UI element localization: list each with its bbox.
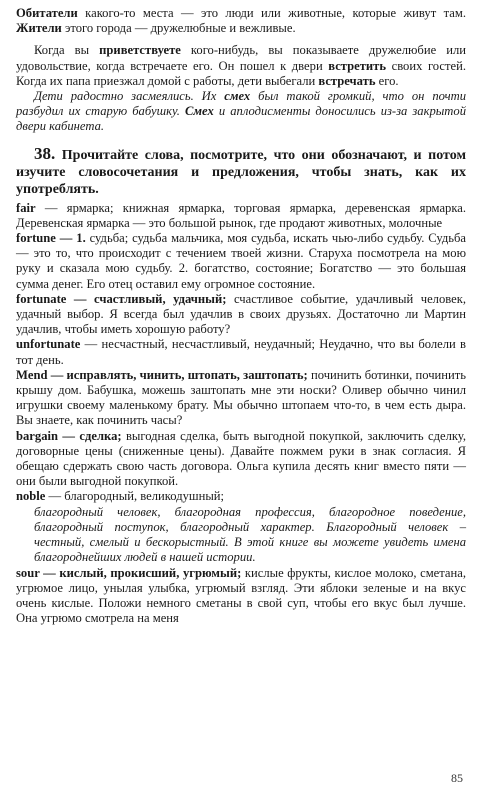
- entry-fortunate: [16, 292, 466, 338]
- entry-body: счастливое событие, удачливый человек, удачный выбор. Я всегда был удачлив в своих друзьях. Достаточно ли Мартин удачлив, чтобы иметь хорошую работу?: [16, 291, 466, 337]
- term-residents: Жители: [16, 21, 62, 36]
- entry-bargain: [16, 429, 466, 490]
- entry-fair: [16, 201, 466, 231]
- entry-noble-examples: благородный человек, благородная профессия, благородное поведение, благородный поступок, благородный характер. Благородный человек – честный, смелый и бескорыстный. В этой книге вы можете увидеть имена благороднейших людей в нашей истории.: [34, 504, 466, 565]
- entry-headword: unfortunate: [16, 337, 81, 352]
- term-meet: встретить: [328, 58, 387, 73]
- term-laughter: смех: [224, 89, 251, 104]
- paragraph-text: и аплодисменты доносились из-за закрытой двери кабинета.: [16, 104, 466, 134]
- entry-translation: — сделка;: [58, 428, 122, 443]
- paragraph-text: Когда вы: [34, 43, 100, 58]
- term-welcome: встречать: [318, 73, 376, 88]
- exercise-instruction: Прочитайте слова, посмотрите, что они обозначают, и потом изучите словосочетания и предложения, чтобы знать, как их употреблять.: [16, 147, 466, 197]
- entry-translation: — 1.: [55, 231, 86, 246]
- paragraph-text: какого-то места — это люди или животные, которые живут там.: [77, 6, 466, 20]
- paragraph-inhabitants: [16, 6, 466, 36]
- paragraph-laughter: [16, 89, 466, 135]
- entry-body: — несчастный, несчастливый, неудачный; Неудачно, что вы болели в тот день.: [16, 337, 466, 367]
- entry-headword: fortune: [16, 231, 56, 246]
- page-number: 85: [451, 771, 463, 785]
- entry-body: — ярмарка; книжная ярмарка, торговая ярмарка, деревенская ярмарка. Деревенская ярмарка — это большой рынок, где продают животных, молочные: [16, 200, 466, 230]
- paragraph-text: был такой громкий, что он почти разбудил их старую бабушку.: [16, 89, 467, 119]
- entry-translation: — кислый, прокисший, угрюмый;: [39, 565, 242, 580]
- exercise-heading: [16, 145, 466, 198]
- entry-headword: sour: [16, 565, 40, 580]
- exercise-number: 38.: [34, 143, 56, 163]
- entry-headword: Mend: [16, 367, 48, 382]
- entry-noble: [16, 489, 466, 504]
- entry-body: кислые фрукты, кислое молоко, сметана, угрюмое лицо, унылая улыбка, угрюмый взгляд. Эти яблоки зеленые и на вкус очень кислые. Положи немного сметаны в свой суп, чтобы его вкус был лучше. Она угрюмо смотрела на меня: [16, 565, 466, 626]
- entry-headword: fair: [16, 200, 36, 215]
- entry-sour: [16, 566, 466, 627]
- entry-unfortunate: [16, 337, 466, 367]
- entry-body: выгодная сделка, быть выгодной покупкой, заключить сделку, договорные цены (сниженные цены). Давайте пожмем руки в знак согласия. Я обещаю сдержать свою часть договора. Ольга купила десять книг вместо пяти — они были выгодной покупкой.: [16, 428, 466, 489]
- entry-mend: [16, 368, 466, 429]
- entry-body: судьба; судьба мальчика, моя судьба, искать чью-либо судьбу. Судьба — это то, что происходит с течением твоей жизни. Старуха посмотрела на мою руку и сказала мою судьбу. 2. богатство, состояние; Богатство — это большая сумма денег. Его отец оставил ему огромное состояние.: [16, 231, 466, 291]
- term-greet: приветствуете: [99, 43, 181, 58]
- entry-body: починить ботинки, починить крышу дом. Бабушка, можешь заштопать мне эти носки? Оливер обычно чинил игрушки своему маленькому брату. Мы обычно штопаем что-то, в чем есть дыра. Вы знаете, как починить часы?: [16, 367, 467, 428]
- paragraph-text: этого города — дружелюбные и вежливые.: [61, 21, 296, 36]
- paragraph-text: кого-нибудь, вы показываете дружелюбие или удовольствие, когда встречаете его. Он пошел к двери: [16, 43, 466, 73]
- entry-fortune: [16, 231, 466, 292]
- entry-body: — благородный, великодушный;: [45, 489, 225, 504]
- entry-headword: fortunate: [16, 291, 67, 306]
- term-inhabitants: Обитатели: [16, 6, 78, 20]
- paragraph-text: его.: [375, 73, 399, 88]
- paragraph-text: Дети радостно засмеялись. Их: [34, 89, 225, 104]
- entry-translation: — счастливый, удачный;: [66, 291, 227, 306]
- entry-translation: — исправлять, чинить, штопать, заштопать;: [47, 367, 308, 382]
- term-laughter-2: Смех: [185, 104, 214, 119]
- entry-headword: bargain: [16, 428, 58, 443]
- entry-headword: noble: [16, 489, 46, 504]
- paragraph-text: своих гостей. Когда их папа приезжал домой с работы, дети выбегали: [16, 58, 466, 88]
- paragraph-greet: [16, 43, 466, 89]
